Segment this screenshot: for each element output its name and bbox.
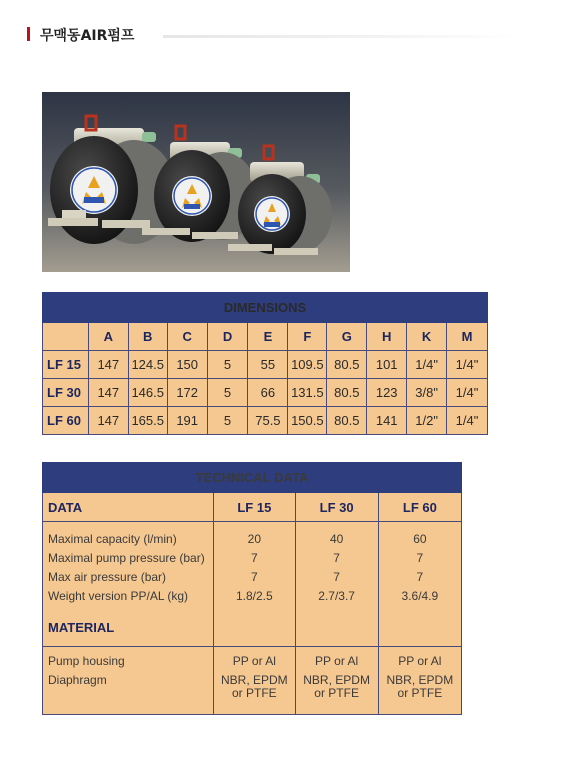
cell: 20 [247, 532, 262, 546]
cell: 66 [248, 379, 288, 407]
cell: 80.5 [327, 379, 367, 407]
technical-data-table [42, 462, 462, 715]
row-header: LF 15 [43, 351, 89, 379]
cell: 147 [88, 407, 128, 435]
cell: 1/2" [407, 407, 447, 435]
cell: PP or Al [315, 654, 359, 668]
cell: 3/8" [407, 379, 447, 407]
cell: PP or Al [232, 654, 276, 668]
cell: 7 [251, 570, 258, 584]
col-header: H [367, 323, 407, 351]
model-header: LF 30 [295, 493, 378, 522]
row-label: Weight version PP/AL (kg) [48, 589, 189, 603]
cell: 141 [367, 407, 407, 435]
cell: 3.6/4.9 [401, 589, 439, 603]
cell: 109.5 [288, 351, 327, 379]
table-row [43, 351, 488, 379]
cell: 1/4" [447, 407, 488, 435]
cell: 123 [367, 379, 407, 407]
material-rows-block [43, 647, 462, 715]
cell: 7 [251, 551, 258, 565]
product-photo [42, 92, 350, 272]
cell: 7 [416, 551, 424, 565]
col-header: G [327, 323, 367, 351]
col-header: M [447, 323, 488, 351]
cell: 147 [88, 379, 128, 407]
col-header: F [288, 323, 327, 351]
header-marker [27, 27, 30, 41]
cell: 40 [329, 532, 344, 546]
cell: 60 [413, 532, 427, 546]
col-header: C [167, 323, 207, 351]
page-title: 무맥동AIR펌프 [40, 28, 135, 44]
cell: 1.8/2.5 [235, 589, 273, 603]
pumps-illustration [42, 92, 350, 272]
col-header: A [88, 323, 128, 351]
header-divider [163, 35, 519, 38]
corner-cell [43, 323, 89, 351]
col-header: B [128, 323, 167, 351]
cell: 131.5 [288, 379, 327, 407]
cell: 80.5 [327, 351, 367, 379]
dimensions-title: DIMENSIONS [43, 293, 488, 323]
table-row [43, 407, 488, 435]
table-row [43, 379, 488, 407]
cell: 150 [167, 351, 207, 379]
cell: NBR, EPDM or PTFE [386, 673, 454, 700]
cell: 1/4" [447, 351, 488, 379]
material-label: MATERIAL [48, 620, 115, 635]
cell: 146.5 [128, 379, 167, 407]
data-label: DATA [43, 493, 214, 522]
row-header: LF 60 [43, 407, 89, 435]
cell: 75.5 [248, 407, 288, 435]
cell: 55 [248, 351, 288, 379]
cell: 7 [416, 570, 424, 584]
row-label: Maximal pump pressure (bar) [48, 551, 205, 565]
row-label: Max air pressure (bar) [48, 570, 167, 584]
cell: NBR, EPDM or PTFE [303, 673, 370, 700]
cell: 191 [167, 407, 207, 435]
model-header: LF 15 [214, 493, 295, 522]
cell: 1/4" [447, 379, 488, 407]
cell: 7 [333, 570, 340, 584]
row-header: LF 30 [43, 379, 89, 407]
cell: 172 [167, 379, 207, 407]
dimensions-table [42, 292, 488, 435]
cell: 101 [367, 351, 407, 379]
cell: 124.5 [128, 351, 167, 379]
cell: 80.5 [327, 407, 367, 435]
data-rows-block [43, 522, 462, 647]
cell: 147 [88, 351, 128, 379]
cell: 2.7/3.7 [318, 589, 355, 603]
cell: 165.5 [128, 407, 167, 435]
model-header: LF 60 [378, 493, 461, 522]
col-header: K [407, 323, 447, 351]
cell: NBR, EPDM or PTFE [221, 673, 288, 700]
cell: 7 [333, 551, 340, 565]
cell: 5 [207, 379, 248, 407]
col-header: D [207, 323, 248, 351]
row-label: Maximal capacity (l/min) [48, 532, 177, 546]
row-label: Diaphragm [48, 673, 107, 687]
col-header: E [248, 323, 288, 351]
cell: PP or Al [398, 654, 442, 668]
row-label: Pump housing [48, 654, 125, 668]
cell: 5 [207, 407, 248, 435]
cell: 1/4" [407, 351, 447, 379]
technical-title: TECHNICAL DATA [43, 463, 462, 493]
cell: 5 [207, 351, 248, 379]
cell: 150.5 [288, 407, 327, 435]
